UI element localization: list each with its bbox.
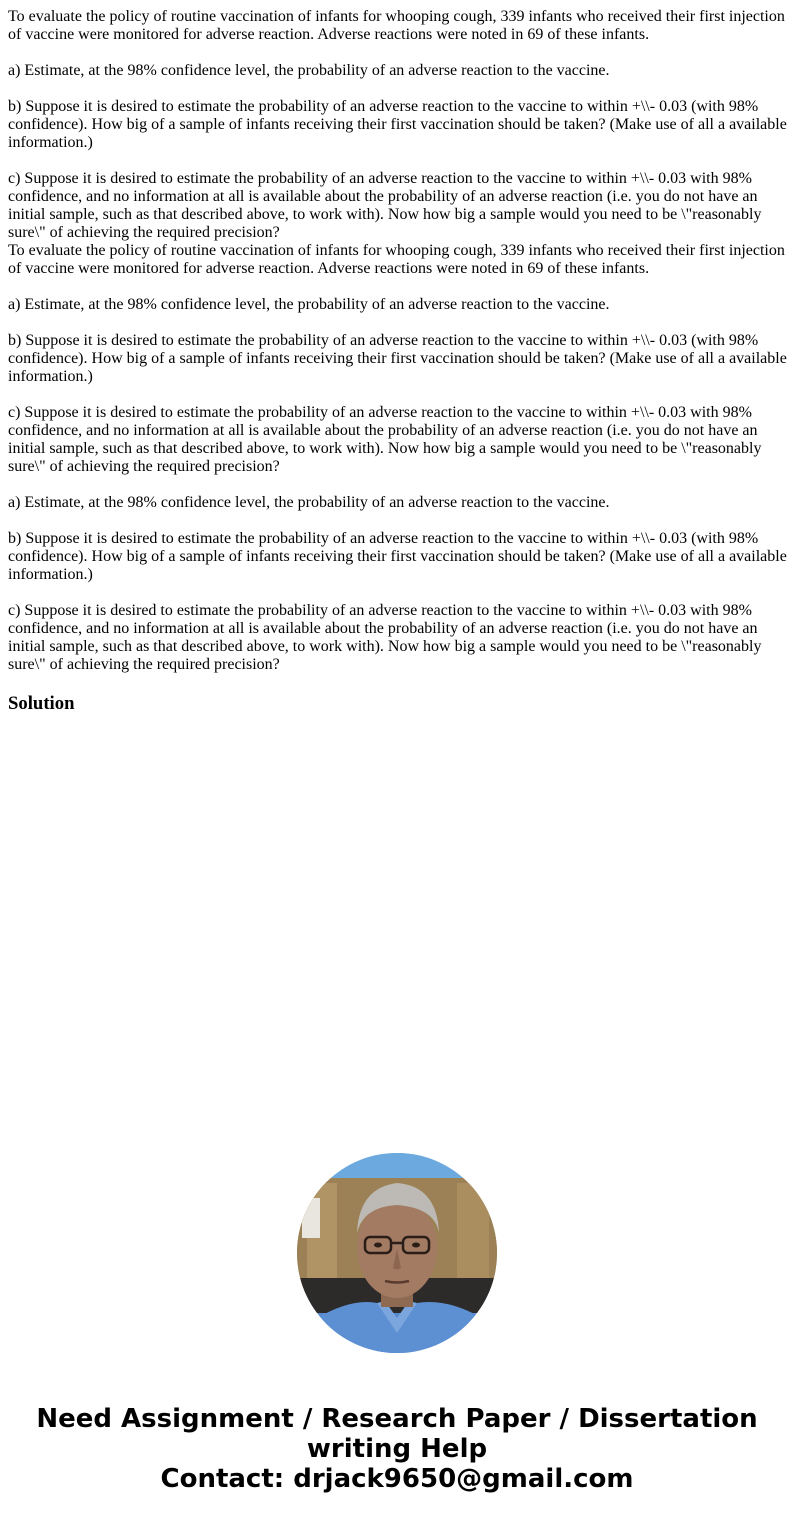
question-part-c-repeat: c) Suppose it is desired to estimate the probability of an adverse reaction to the vaccine to within +\\- 0.03 with 98% confidence, and no information at all is available about the probability of an adverse reaction (i.e. you do not have an initial sample, such as that described above, to work with). Now how big a sample would you need to be \"reasonably sure\" of achieving the required precision? xyxy=(8,404,762,475)
solution-heading: Solution xyxy=(8,693,75,714)
promo-line-1: Need Assignment / Research Paper / Dissertation xyxy=(36,1404,758,1434)
question-intro: To evaluate the policy of routine vaccination of infants for whooping cough, 339 infants who received their first injection of vaccine were monitored for adverse reaction. Adverse reactions were noted in 69 of these infants. xyxy=(8,8,785,43)
avatar xyxy=(297,1153,497,1353)
question-part-a: a) Estimate, at the 98% confidence level, the probability of an adverse reaction to the vaccine. xyxy=(8,62,610,79)
question-part-c-third: c) Suppose it is desired to estimate the probability of an adverse reaction to the vaccine to within +\\- 0.03 with 98% confidence, and no information at all is available about the probability of an adverse reaction (i.e. you do not have an initial sample, such as that described above, to work with). Now how big a sample would you need to be \"reasonably sure\" of achieving the required precision? xyxy=(8,602,762,673)
question-part-b-third: b) Suppose it is desired to estimate the probability of an adverse reaction to the vaccine to within +\\- 0.03 (with 98% confidence). How big of a sample of infants receiving their first vaccination should be taken? (Make use of all a available information.) xyxy=(8,530,787,583)
portrait-icon xyxy=(297,1153,497,1353)
question-part-c: c) Suppose it is desired to estimate the probability of an adverse reaction to the vaccine to within +\\- 0.03 with 98% confidence, and no information at all is available about the probability of an adverse reaction (i.e. you do not have an initial sample, such as that described above, to work with). Now how big a sample would you need to be \"reasonably sure\" of achieving the required precision? xyxy=(8,170,762,241)
promo-line-2: writing Help xyxy=(306,1434,488,1464)
question-content xyxy=(8,8,788,674)
question-intro-repeat: To evaluate the policy of routine vaccination of infants for whooping cough, 339 infants who received their first injection of vaccine were monitored for adverse reaction. Adverse reactions were noted in 69 of these infants. xyxy=(8,242,785,277)
question-part-b: b) Suppose it is desired to estimate the probability of an adverse reaction to the vaccine to within +\\- 0.03 (with 98% confidence). How big of a sample of infants receiving their first vaccination should be taken? (Make use of all a available information.) xyxy=(8,98,787,151)
question-part-b-repeat: b) Suppose it is desired to estimate the probability of an adverse reaction to the vaccine to within +\\- 0.03 (with 98% confidence). How big of a sample of infants receiving their first vaccination should be taken? (Make use of all a available information.) xyxy=(8,332,787,385)
promo-contact-line: Contact: drjack9650@gmail.com xyxy=(160,1464,634,1494)
question-part-a-third: a) Estimate, at the 98% confidence level, the probability of an adverse reaction to the vaccine. xyxy=(8,494,610,511)
promo-banner xyxy=(0,1404,794,1494)
question-part-a-repeat: a) Estimate, at the 98% confidence level, the probability of an adverse reaction to the vaccine. xyxy=(8,296,610,313)
